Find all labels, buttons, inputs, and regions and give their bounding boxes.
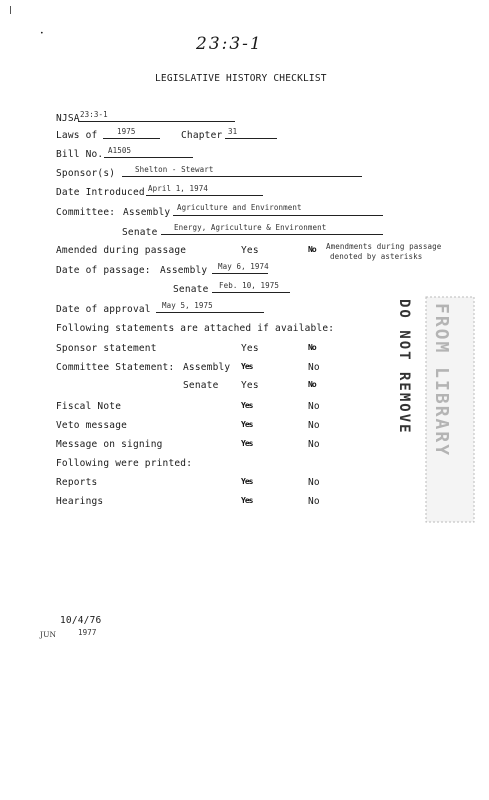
- committee-senate-line: [161, 234, 383, 235]
- committee-statement-senate-yes: Yes: [241, 380, 259, 391]
- bill-label: Bill No.: [56, 149, 104, 160]
- veto-message-yes-struck: Yes: [241, 420, 253, 429]
- message-signing-yes-struck: Yes: [241, 439, 253, 448]
- margin-mark: [10, 6, 12, 14]
- footer-month: JUN: [40, 630, 57, 639]
- approval-value: May 5, 1975: [162, 301, 213, 310]
- amended-note-1: Amendments during passage: [326, 242, 442, 251]
- amended-note-2: denoted by asterisks: [330, 252, 423, 261]
- amended-no-struck: No: [308, 245, 316, 254]
- printed-heading: Following were printed:: [56, 458, 193, 469]
- sponsor-statement-no-struck: No: [308, 343, 316, 352]
- footer-year: 1977: [78, 628, 97, 637]
- page-title: LEGISLATIVE HISTORY CHECKLIST: [155, 73, 327, 84]
- fiscal-note-no: No: [308, 401, 320, 412]
- committee-statement-assembly-label: Assembly: [183, 362, 231, 373]
- laws-of-label: Laws of: [56, 130, 98, 141]
- chapter-label: Chapter: [181, 130, 223, 141]
- reports-label: Reports: [56, 477, 98, 488]
- veto-message-no: No: [308, 420, 320, 431]
- footer-date: 10/4/76: [60, 615, 102, 626]
- njsa-value: 23:3-1: [80, 110, 108, 119]
- passage-assembly-value: May 6, 1974: [218, 262, 269, 271]
- reports-no: No: [308, 477, 320, 488]
- committee-assembly-line: [173, 215, 383, 216]
- committee-statement-senate-label: Senate: [183, 380, 219, 391]
- library-stamp: [396, 295, 476, 527]
- passage-label: Date of passage:: [56, 265, 151, 276]
- amended-label: Amended during passage: [56, 245, 187, 256]
- passage-senate-label: Senate: [173, 284, 209, 295]
- committee-statement-assembly-yes-struck: Yes: [241, 362, 253, 371]
- bill-value: A1505: [108, 146, 132, 155]
- margin-dot: •: [40, 30, 44, 37]
- sponsor-label: Sponsor(s): [56, 168, 116, 179]
- hearings-no: No: [308, 496, 320, 507]
- committee-assembly-label: Assembly: [123, 207, 171, 218]
- committee-statement-label: Committee Statement:: [56, 362, 175, 373]
- committee-statement-assembly-no: No: [308, 362, 320, 373]
- date-introduced-value: April 1, 1974: [148, 184, 208, 193]
- bill-line: [104, 157, 193, 158]
- sponsor-line: [122, 176, 362, 177]
- sponsor-value: Shelton - Stewart: [135, 165, 214, 174]
- committee-label: Committee:: [56, 207, 116, 218]
- date-introduced-label: Date Introduced: [56, 187, 145, 198]
- approval-line: [156, 312, 264, 313]
- stamp-text-2: FROM LIBRARY: [431, 303, 452, 458]
- chapter-line: [225, 138, 277, 139]
- passage-senate-value: Feb. 10, 1975: [219, 281, 279, 290]
- date-introduced-line: [146, 195, 263, 196]
- attached-heading: Following statements are attached if available:: [56, 323, 335, 334]
- sponsor-statement-label: Sponsor statement: [56, 343, 157, 354]
- reports-yes-struck: Yes: [241, 477, 253, 486]
- committee-assembly-value: Agriculture and Environment: [177, 203, 302, 212]
- message-signing-label: Message on signing: [56, 439, 163, 450]
- message-signing-no: No: [308, 439, 320, 450]
- passage-senate-line: [212, 292, 290, 293]
- laws-of-value: 1975: [117, 127, 136, 136]
- fiscal-note-yes-struck: Yes: [241, 401, 253, 410]
- njsa-label: NJSA: [56, 113, 80, 124]
- handwritten-number: 23:3-1: [196, 34, 263, 54]
- laws-of-line: [103, 138, 160, 139]
- chapter-value: 31: [228, 127, 238, 136]
- njsa-line: [78, 121, 235, 122]
- hearings-yes-struck: Yes: [241, 496, 253, 505]
- amended-yes: Yes: [241, 245, 259, 256]
- stamp-text-1: DO NOT REMOVE: [396, 299, 412, 435]
- veto-message-label: Veto message: [56, 420, 128, 431]
- passage-assembly-label: Assembly: [160, 265, 208, 276]
- passage-assembly-line: [212, 273, 268, 274]
- committee-senate-value: Energy, Agriculture & Environment: [174, 223, 327, 232]
- hearings-label: Hearings: [56, 496, 104, 507]
- sponsor-statement-yes: Yes: [241, 343, 259, 354]
- approval-label: Date of approval: [56, 304, 151, 315]
- fiscal-note-label: Fiscal Note: [56, 401, 122, 412]
- committee-senate-label: Senate: [122, 227, 158, 238]
- committee-statement-senate-no-struck: No: [308, 380, 316, 389]
